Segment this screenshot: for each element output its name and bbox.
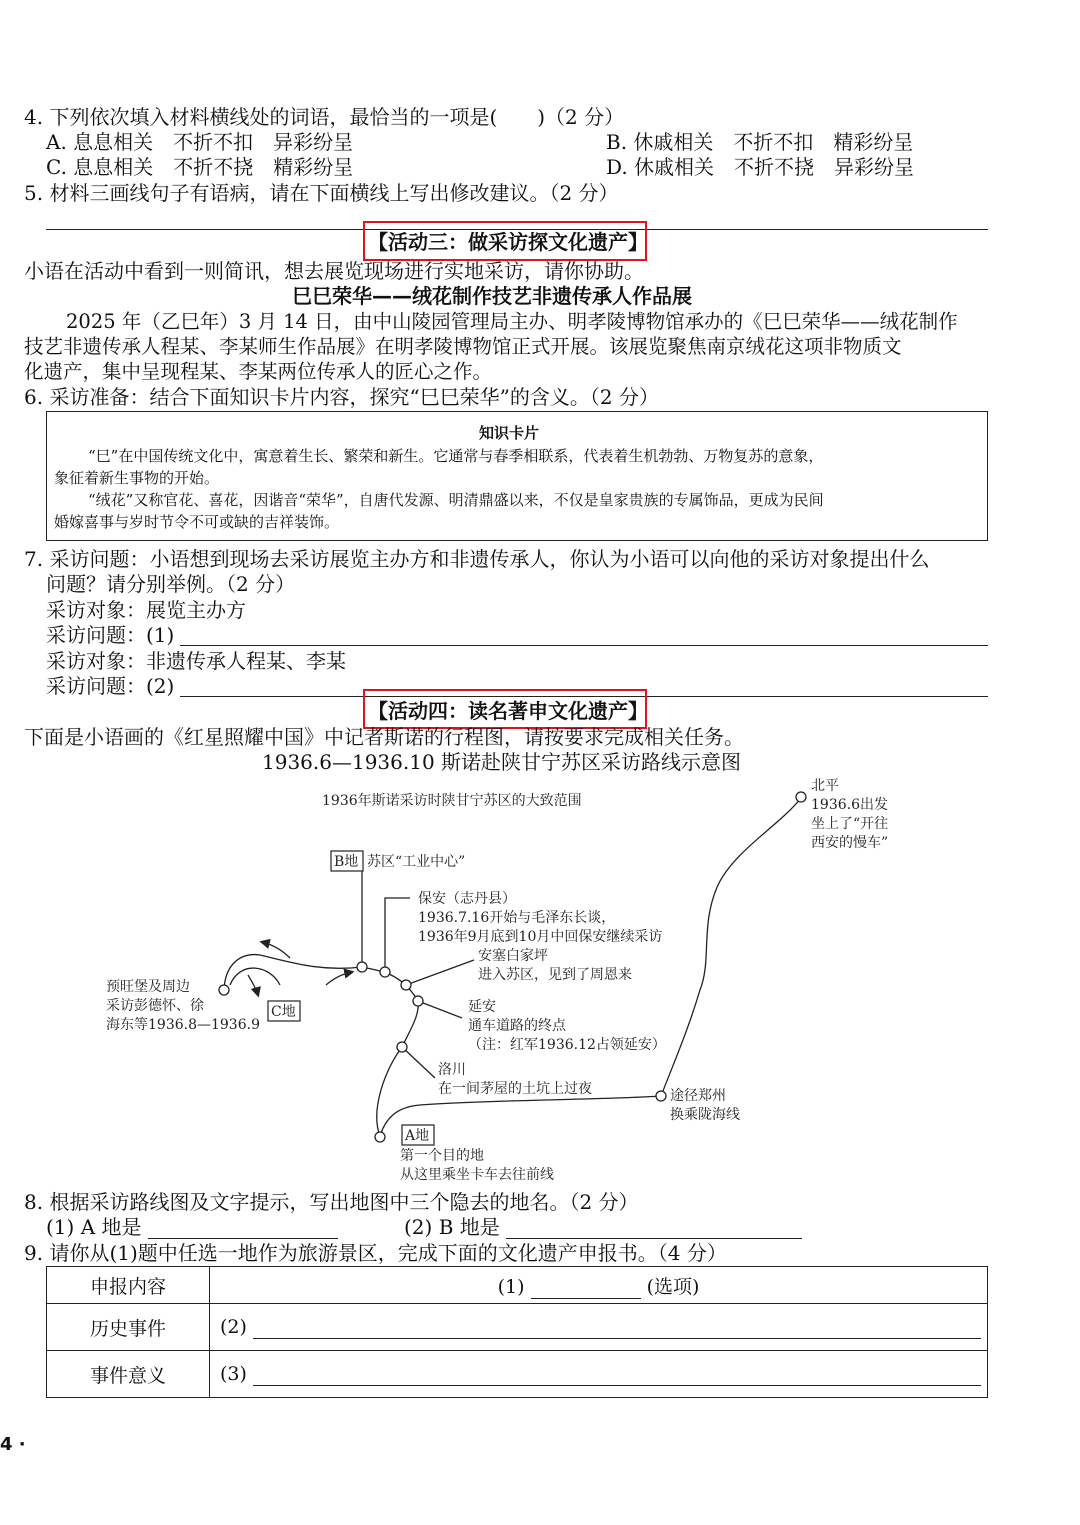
q6-stem: 6. 采访准备：结合下面知识卡片内容，探究“巳巳荣华”的含义。（2 分）: [24, 385, 659, 409]
node-mid: [380, 967, 390, 977]
route-yuwang-c: [230, 968, 280, 985]
arrow-to-baoan: [326, 972, 352, 985]
b-box-label: B地: [334, 854, 359, 870]
luochuan-label-1: 洛川: [438, 1062, 466, 1078]
node-beiping: [796, 792, 806, 802]
a-place-label-2: 从这里乘坐卡车去往前线: [400, 1167, 554, 1183]
activity3-intro: 小语在活动中看到一则简讯，想去展览现场进行实地采访，请你协助。: [24, 259, 644, 283]
row-1-label: 申报内容: [89, 1275, 166, 1298]
a-place-label-1: 第一个目的地: [400, 1148, 484, 1164]
q8-stem: 8. 根据采访路线图及文字提示，写出地图中三个隐去的地名。（2 分）: [24, 1190, 639, 1214]
beiping-label-3: 坐上了“开往: [811, 816, 889, 832]
card-line-3: “绒花”又称官花、喜花，因谐音“荣华”，自唐代发源、明清鼎盛以来，不仅是皇家贵族的专属饰品，更成为民间: [88, 491, 824, 509]
table-cell-label: [47, 1267, 210, 1304]
table-cell-input: [210, 1304, 988, 1351]
a-box-label: A地: [405, 1128, 430, 1144]
zhengzhou-label-2: 换乘陇海线: [670, 1107, 740, 1123]
card-line-2: 象征着新生事物的开始。: [54, 469, 220, 487]
table-cell-input: [210, 1267, 988, 1304]
q9-stem: 9. 请你从(1)题中任选一地作为旅游景区，完成下面的文化遗产申报书。（4 分）: [24, 1241, 727, 1265]
node-a: [375, 1132, 385, 1142]
activity4-title: 【活动四：读名著申文化遗产】: [368, 699, 648, 723]
yanan-label-2: 通车道路的终点: [468, 1018, 566, 1034]
row-2-label: 历史事件: [89, 1317, 166, 1340]
table-row: [47, 1351, 988, 1398]
node-anzhai: [401, 980, 411, 990]
q8-b-answer-line[interactable]: [506, 1238, 802, 1239]
beiping-label-1: 北平: [811, 778, 839, 794]
beiping-label-2: 1936.6出发: [811, 797, 888, 813]
node-yanan: [413, 996, 423, 1006]
news-line-1: 2025 年（乙巳年）3 月 14 日，由中山陵园管理局主办、明孝陵博物馆承办的《巳巳荣华——绒花制作: [66, 310, 958, 333]
heritage-application-table: [46, 1266, 988, 1398]
q5-stem: 5. 材料三画线句子有语病，请在下面横线上写出修改建议。（2 分）: [24, 181, 619, 205]
yanan-label-3: （注：红军1936.12占领延安）: [468, 1037, 666, 1053]
table-row: [47, 1304, 988, 1351]
row-1-suffix: (选项): [646, 1275, 700, 1298]
anzhai-label-1: 安塞白家坪: [478, 948, 548, 964]
yanan-label-1: 延安: [468, 999, 496, 1015]
beiping-label-4: 西安的慢车”: [811, 835, 889, 851]
yuwang-label-2: 采访彭德怀、徐: [106, 998, 204, 1014]
map-title: 1936.6—1936.10 斯诺赴陕甘宁苏区采访路线示意图: [262, 750, 742, 774]
zhengzhou-label-1: 途径郑州: [670, 1088, 726, 1104]
node-luochuan: [397, 1042, 407, 1052]
q8-b-label: (2) B 地是: [404, 1215, 500, 1239]
arrow-west: [262, 942, 290, 958]
knowledge-card-title: 知识卡片: [479, 424, 540, 442]
table-cell-label: [47, 1304, 210, 1351]
yuwang-label-3: 海东等1936.8—1936.9: [106, 1017, 260, 1033]
table-cell-label: [47, 1351, 210, 1398]
baoan-label-3: 1936年9月底到10月中回保安继续采访: [418, 929, 663, 945]
q7-stem-line-2: 问题？请分别举例。（2 分）: [46, 572, 296, 596]
table-cell-input: [210, 1351, 988, 1398]
news-line-2: 技艺非遗传承人程某、李某师生作品展》在明孝陵博物馆正式开展。该展览聚焦南京绒花这项非物质文: [24, 335, 902, 358]
news-line-3: 化遗产，集中呈现程某、李某两位传承人的匠心之作。: [24, 360, 493, 383]
q4-option-c[interactable]: C. 息息相关 不折不挠 精彩纷呈: [46, 155, 354, 179]
row-1-answer-blank[interactable]: [531, 1276, 641, 1299]
q7-stem-line-1: 7. 采访问题：小语想到现场去采访展览主办方和非遗传承人，你认为小语可以向他的采访对象提出什么: [24, 547, 930, 571]
leader-luochuan: [402, 1047, 435, 1078]
q8-a-label: (1) A 地是: [46, 1215, 142, 1239]
route-a-luochuan: [377, 1047, 402, 1136]
route-luochuan-yanan: [402, 1001, 418, 1047]
row-2-answer-blank[interactable]: [253, 1316, 981, 1339]
arrow-to-c: [248, 975, 258, 995]
q7-question-1-label: 采访问题：(1): [46, 623, 175, 647]
q7-question-2-label: 采访问题：(2): [46, 674, 175, 698]
route-baoan-yuwang: [224, 955, 362, 990]
yuwang-label-1: 预旺堡及周边: [106, 979, 190, 995]
c-box-label: C地: [271, 1004, 296, 1020]
leader-yanan: [418, 1001, 462, 1018]
leader-anzhai: [406, 960, 474, 985]
q7-object-2: 采访对象：非遗传承人程某、李某: [46, 649, 346, 673]
row-3-label: 事件意义: [89, 1364, 166, 1387]
row-3-answer-blank[interactable]: [253, 1363, 981, 1386]
node-baoan: [357, 962, 367, 972]
q8-a-answer-line[interactable]: [148, 1238, 338, 1239]
table-row: [47, 1267, 988, 1304]
baoan-label-2: 1936.7.16开始与毛泽东长谈，: [418, 910, 616, 926]
q7-object-1: 采访对象：展览主办方: [46, 598, 246, 622]
row-1-prefix: (1): [497, 1275, 525, 1298]
leader-baoan: [385, 898, 410, 972]
baoan-label-1: 保安（志丹县）: [418, 891, 516, 907]
b-place-label: 苏区“工业中心”: [367, 854, 466, 870]
row-3-prefix: (3): [220, 1362, 247, 1385]
luochuan-label-2: 在一间茅屋的土坑上过夜: [438, 1081, 592, 1097]
q4-option-d[interactable]: D. 休戚相关 不折不挠 异彩纷呈: [606, 155, 915, 179]
node-zhengzhou: [656, 1091, 666, 1101]
anzhai-label-2: 进入苏区，见到了周恩来: [478, 967, 632, 983]
q4-option-a[interactable]: A. 息息相关 不折不扣 异彩纷呈: [46, 130, 354, 154]
card-line-4: 婚嫁喜事与岁时节令不可或缺的吉祥装饰。: [54, 513, 340, 531]
page-number: 4 ·: [0, 1434, 26, 1455]
news-title: 巳巳荣华——绒花制作技艺非遗传承人作品展: [292, 284, 692, 308]
map-region-note: 1936年斯诺采访时陕甘宁苏区的大致范围: [322, 793, 582, 809]
route-beiping-zhengzhou: [661, 798, 801, 1096]
q4-stem: 4. 下列依次填入材料横线处的词语，最恰当的一项是( )（2 分）: [24, 105, 625, 129]
row-2-prefix: (2): [220, 1315, 247, 1338]
node-yuwang: [219, 985, 229, 995]
activity4-intro: 下面是小语画的《红星照耀中国》中记者斯诺的行程图，请按要求完成相关任务。: [24, 725, 744, 749]
q4-option-b[interactable]: B. 休戚相关 不折不扣 精彩纷呈: [606, 130, 914, 154]
card-line-1: “巳”在中国传统文化中，寓意着生长、繁荣和新生。它通常与春季相联系，代表着生机勃勃、万物复苏的意象，: [88, 447, 824, 465]
activity3-title: 【活动三：做采访探文化遗产】: [368, 230, 648, 254]
